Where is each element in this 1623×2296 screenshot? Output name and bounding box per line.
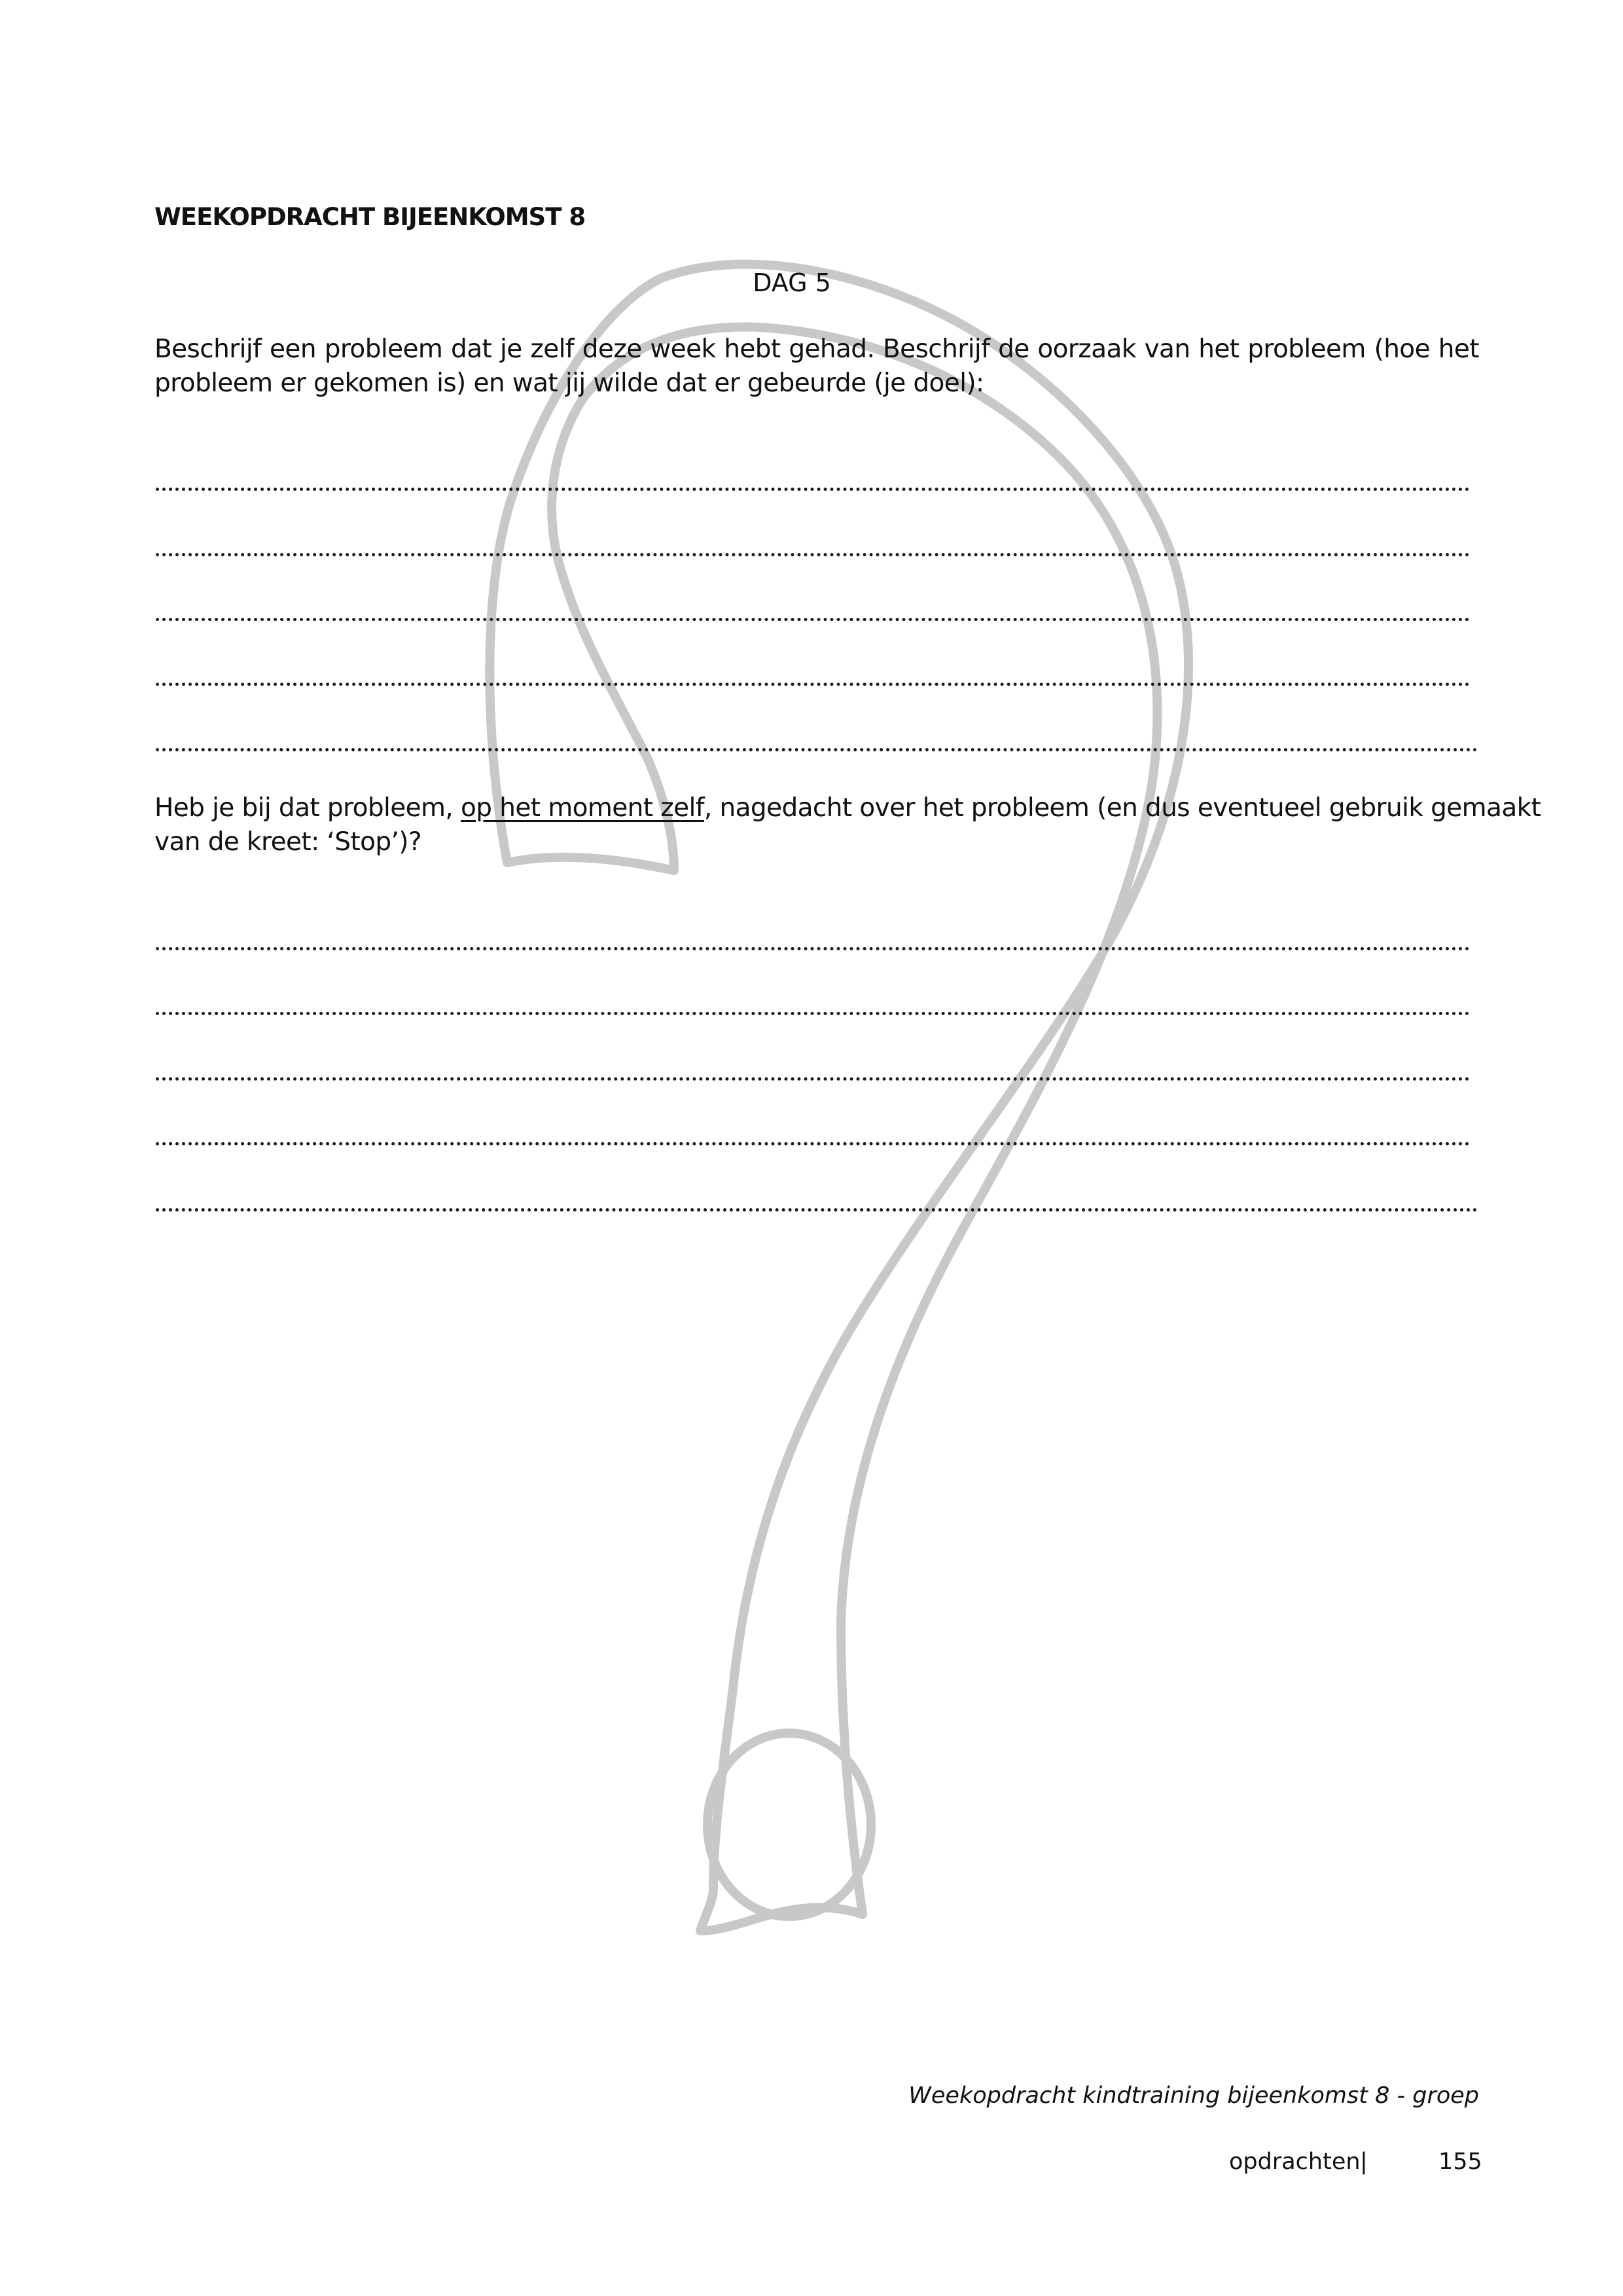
q1-word: gehad.	[789, 334, 875, 364]
q1-word: de	[998, 334, 1029, 364]
footer-title: Weekopdracht kindtraining bijeenkomst 8 - groep	[908, 2083, 1479, 2109]
q1-word: oorzaak	[1037, 334, 1136, 364]
answer-line-q1-5[interactable]	[156, 748, 1478, 751]
answer-line-q1-2[interactable]	[156, 553, 1470, 556]
footer-separator: |	[1360, 2149, 1368, 2175]
q2-text-start: Heb je bij dat probleem,	[154, 793, 461, 823]
question-2-line-1	[154, 791, 1541, 825]
q1-word: probleem	[324, 334, 443, 364]
day-label: DAG 5	[753, 268, 831, 297]
q2-text-end: , nagedacht over het probleem (en dus eventueel gebruik gemaakt	[704, 793, 1541, 823]
question-2-text	[154, 791, 1541, 859]
q1-word: hebt	[724, 334, 781, 364]
q1-word: een	[270, 334, 316, 364]
q1-word: (hoe	[1374, 334, 1430, 364]
answer-line-q1-3[interactable]	[156, 618, 1470, 621]
q1-word: probleem	[1247, 334, 1366, 364]
question-1-text	[154, 332, 1479, 401]
q1-word: Beschrijf	[883, 334, 990, 364]
answer-line-q2-5[interactable]	[156, 1208, 1478, 1211]
question-1-line-2: probleem er gekomen is) en wat jij wilde dat er gebeurde (je doel):	[154, 368, 984, 398]
answer-line-q2-2[interactable]	[156, 1012, 1470, 1015]
q1-word: van	[1144, 334, 1190, 364]
q2-text-underlined: op het moment zelf	[461, 793, 704, 823]
answer-line-q1-4[interactable]	[156, 683, 1470, 686]
page-number: 155	[1438, 2149, 1482, 2175]
q1-word: dat	[451, 334, 492, 364]
page-heading: WEEKOPDRACHT BIJEENKOMST 8	[154, 203, 586, 231]
question-1-line-1	[154, 332, 1479, 367]
answer-line-q1-1[interactable]	[156, 488, 1470, 491]
answer-line-q2-1[interactable]	[156, 947, 1470, 950]
answer-line-q2-3[interactable]	[156, 1077, 1470, 1081]
q1-word: je	[499, 334, 522, 364]
answer-line-q2-4[interactable]	[156, 1142, 1470, 1145]
q1-word: het	[1438, 334, 1479, 364]
q1-word: week	[650, 334, 716, 364]
q1-word: zelf	[530, 334, 575, 364]
q1-word: het	[1198, 334, 1240, 364]
q1-word: deze	[582, 334, 642, 364]
footer-section: opdrachten	[1229, 2149, 1361, 2175]
question-2-line-2: van de kreet: ‘Stop’)?	[154, 827, 421, 857]
q1-word: Beschrijf	[154, 334, 262, 364]
